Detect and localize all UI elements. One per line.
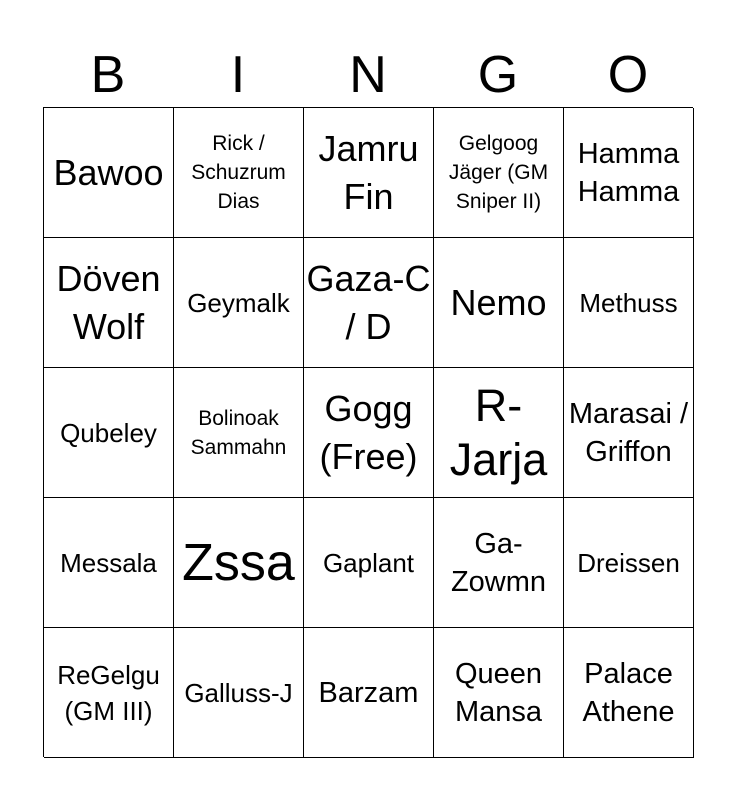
cell-label: Bawoo [53,151,164,193]
cell-label: Palace Athene [582,657,675,728]
header-letter-n: N [349,46,387,104]
cell-label: ReGelgu (GM III) [57,659,160,726]
bingo-cell[interactable] [304,368,434,498]
cell-label: R-Jarja [449,379,548,485]
cell-label: Barzam [318,676,419,709]
cell-label: Marasai / Griffon [568,397,689,468]
bingo-cell[interactable] [304,498,434,628]
bingo-card-grid [43,107,693,757]
cell-label: Geymalk [187,287,290,318]
header-letter-g: G [477,46,519,104]
bingo-cell[interactable] [434,368,564,498]
bingo-cell[interactable] [304,628,434,758]
cell-label: Döven Wolf [56,257,161,347]
cell-label: Galluss-J [184,677,293,708]
bingo-cell[interactable] [44,238,174,368]
cell-label: Methuss [579,287,678,318]
bingo-cell[interactable] [564,368,694,498]
header-letter-o: O [607,46,649,104]
cell-label: Queen Mansa [454,657,543,728]
bingo-cell[interactable] [44,628,174,758]
cell-label: Ga-Zowmn [450,527,547,598]
cell-label: Bolinoak Sammahn [190,406,287,459]
bingo-cell[interactable] [44,108,174,238]
header-letter-b: B [90,46,126,104]
cell-label: Dreissen [577,547,680,578]
bingo-cell[interactable] [174,498,304,628]
cell-label: Hamma Hamma [577,137,680,208]
cell-label: Messala [60,547,157,578]
header-letter-i: I [230,46,246,104]
cell-label: Gaza-C / D [306,257,431,347]
bingo-cell[interactable] [564,238,694,368]
bingo-header [43,45,693,105]
cell-label: Gogg (Free) [319,387,418,477]
bingo-cell[interactable] [434,238,564,368]
bingo-cell[interactable] [304,108,434,238]
bingo-cell[interactable] [174,238,304,368]
bingo-cell[interactable] [434,628,564,758]
cell-label: Jamru Fin [318,127,419,217]
cell-label: Zssa [182,533,295,592]
cell-label: Nemo [450,281,547,323]
bingo-cell[interactable] [564,628,694,758]
bingo-cell[interactable] [564,108,694,238]
cell-label: Rick / Schuzrum Dias [191,132,286,213]
cell-label: Gelgoog Jäger (GM Sniper II) [448,132,549,213]
cell-label: Gaplant [322,547,415,578]
bingo-cell[interactable] [564,498,694,628]
bingo-cell[interactable] [434,498,564,628]
bingo-cell[interactable] [434,108,564,238]
bingo-cell[interactable] [174,368,304,498]
bingo-cell[interactable] [174,108,304,238]
cell-label: Qubeley [60,417,157,448]
bingo-cell[interactable] [44,368,174,498]
bingo-cell[interactable] [44,498,174,628]
bingo-cell[interactable] [174,628,304,758]
bingo-cell[interactable] [304,238,434,368]
